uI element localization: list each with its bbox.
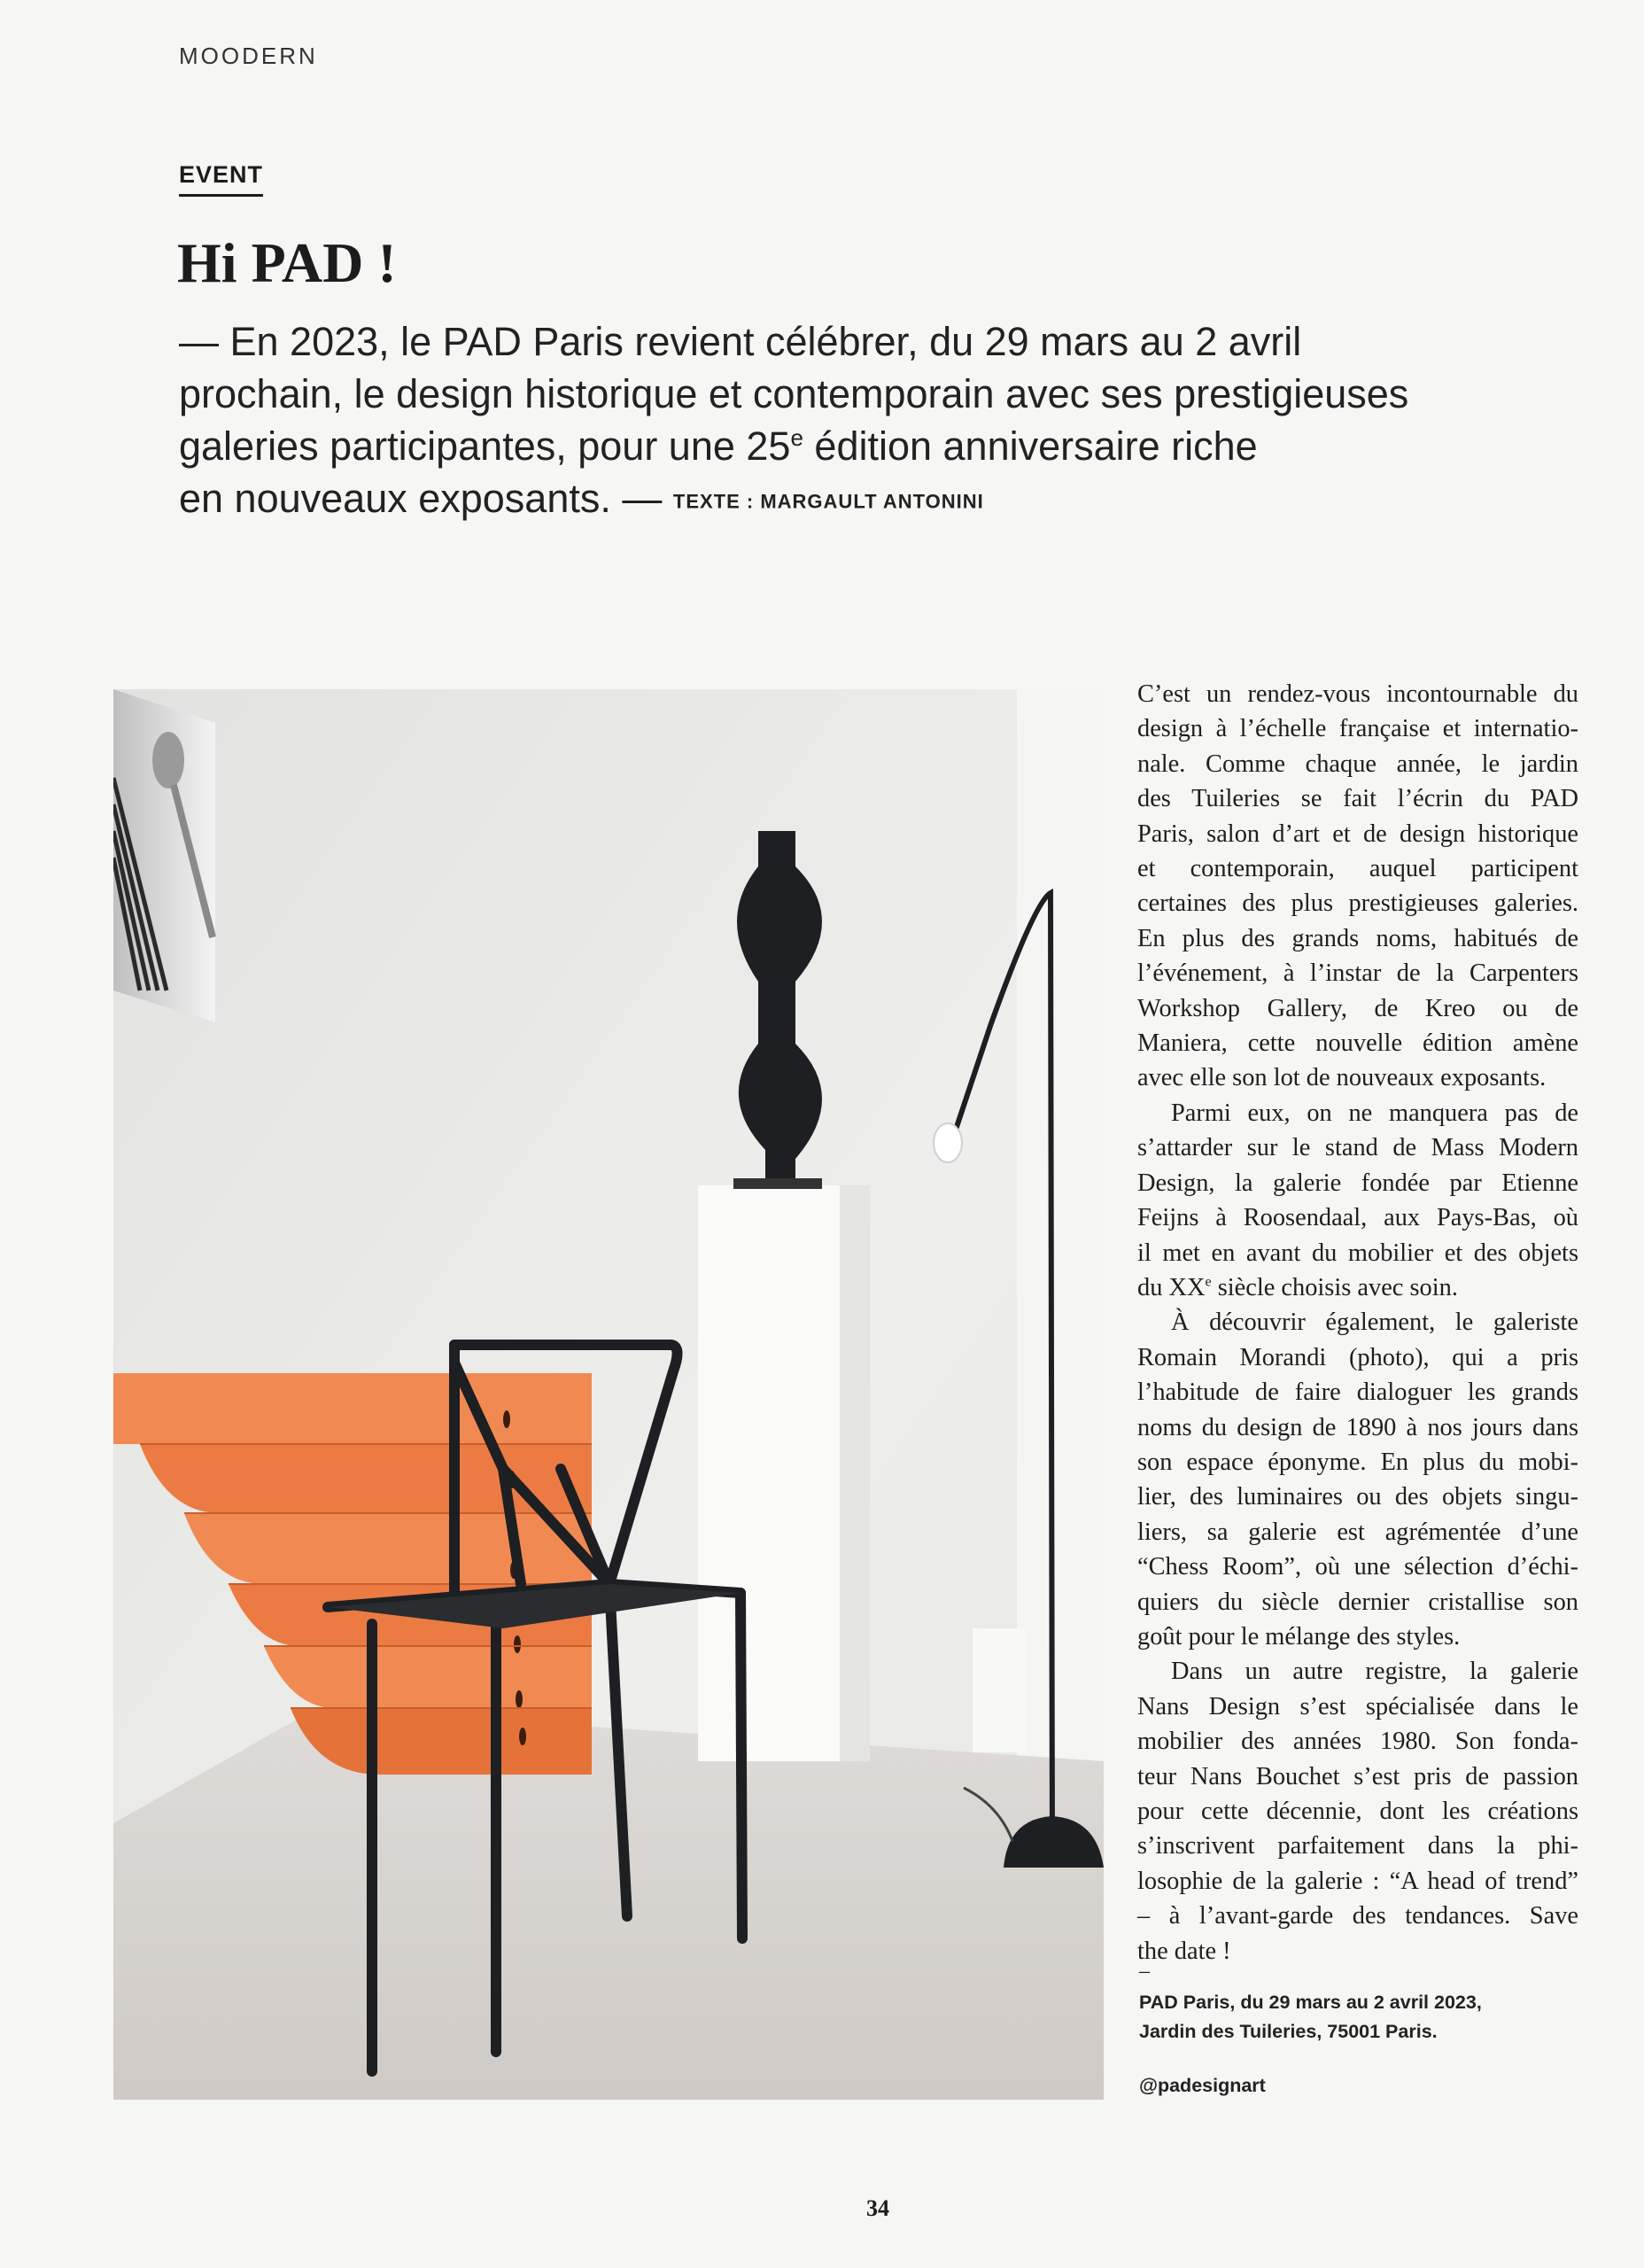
photo-pedestal-side (840, 1185, 870, 1761)
body-line: – à l’avant-garde des tendances. Save (1137, 1902, 1578, 1930)
body-line: Workshop Gallery, de Kreo ou de (1137, 994, 1578, 1022)
body-line: Parmi eux, on ne manquera pas de (1171, 1099, 1578, 1127)
event-info-line: PAD Paris, du 29 mars au 2 avril 2023, (1139, 1992, 1482, 2013)
body-line: Romain Morandi (photo), qui a pris (1137, 1343, 1578, 1371)
photo-frame-spoon (152, 732, 184, 788)
article-photo (113, 689, 1104, 2100)
article-intro (179, 315, 1490, 528)
body-text: siècle choisis avec soin. (1211, 1273, 1458, 1301)
article-title: Hi PAD ! (177, 231, 397, 294)
body-line: son espace éponyme. En plus du mobi- (1137, 1448, 1578, 1476)
body-line (1137, 1270, 1578, 1305)
article-body (1137, 677, 1578, 1969)
body-line: s’attarder sur le stand de Mass Modern (1137, 1134, 1578, 1162)
body-line: s’inscrivent parfaitement dans la phi- (1137, 1832, 1578, 1860)
body-line: “Chess Room”, où une sélection d’échi- (1137, 1553, 1578, 1581)
body-line: pour cette décennie, dont les créations (1137, 1798, 1578, 1825)
intro-line (179, 472, 1490, 528)
body-line: losophie de la galerie : “A head of trend” (1137, 1867, 1578, 1895)
photo-block (973, 1628, 1026, 1752)
body-line: nale. Comme chaque année, le jardin (1137, 750, 1578, 778)
body-line: lier, des luminaires ou des objets singu- (1137, 1483, 1578, 1511)
body-line: Paris, salon d’art et de design historique (1137, 819, 1578, 848)
social-handle: @padesignart (1139, 2075, 1266, 2096)
intro-line: — En 2023, le PAD Paris revient célébrer, du 29 mars au 2 avril (179, 319, 1302, 364)
magazine-name: MOODERN (179, 43, 318, 69)
photo-illustration (113, 689, 1104, 2100)
photo-floor-lamp-bulb (934, 1123, 962, 1162)
body-line: En plus des grands noms, habitués de (1137, 924, 1578, 952)
intro-line: prochain, le design historique et contemporain avec ses prestigieuses (179, 371, 1409, 416)
photo-floor (113, 1708, 1104, 2100)
photo-pedestal (698, 1185, 840, 1761)
body-line: Design, la galerie fondée par Etienne (1137, 1169, 1578, 1197)
body-line: the date ! (1137, 1937, 1231, 1965)
body-line: Nans Design s’est spécialisée dans le (1137, 1692, 1578, 1720)
body-line: liers, sa galerie est agrémentée d’une (1137, 1518, 1578, 1546)
event-info-line: Jardin des Tuileries, 75001 Paris. (1139, 2021, 1438, 2042)
info-dash: – (1139, 1960, 1150, 1983)
byline: TEXTE : MARGAULT ANTONINI (672, 490, 984, 513)
body-line: et contemporain, auquel participent (1137, 855, 1578, 883)
body-line: noms du design de 1890 à nos jours dans (1137, 1413, 1578, 1441)
section-tag: EVENT (179, 161, 263, 197)
body-line: l’événement, à l’instar de la Carpenters (1137, 959, 1578, 988)
superscript: e (790, 424, 803, 451)
body-line: des Tuileries se fait l’écrin du PAD (1137, 785, 1578, 813)
body-line: quiers du siècle dernier cristallise son (1137, 1588, 1578, 1616)
intro-text: édition anniversaire riche (803, 423, 1258, 469)
body-line: Feijns à Roosendaal, aux Pays-Bas, où (1137, 1204, 1578, 1232)
body-line: design à l’échelle française et internatio- (1137, 715, 1578, 743)
body-line: avec elle son lot de nouveaux exposants. (1137, 1064, 1547, 1092)
body-line: l’habitude de faire dialoguer les grands (1137, 1379, 1578, 1407)
intro-line (179, 420, 1490, 472)
body-line: Dans un autre registre, la galerie (1171, 1658, 1578, 1686)
body-line: goût pour le mélange des styles. (1137, 1622, 1461, 1651)
body-line: À découvrir également, le galeriste (1171, 1309, 1578, 1337)
superscript: e (1205, 1274, 1212, 1290)
body-line: teur Nans Bouchet s’est pris de passion (1137, 1762, 1578, 1790)
intro-text: galeries participantes, pour une 25 (179, 423, 791, 469)
intro-text: en nouveaux exposants. — (179, 476, 673, 521)
body-text: du XX (1137, 1273, 1206, 1301)
body-line: Maniera, cette nouvelle édition amène (1137, 1029, 1578, 1058)
photo-sculpture-base (733, 1178, 822, 1189)
body-line: mobilier des années 1980. Son fonda- (1137, 1728, 1578, 1756)
body-line: certaines des plus prestigieuses galeries. (1137, 889, 1578, 918)
body-line: C’est un rendez-vous incontournable du (1137, 680, 1578, 708)
body-line: il met en avant du mobilier et des objets (1137, 1239, 1578, 1267)
page-number: 34 (866, 2195, 889, 2221)
event-info (1139, 1988, 1482, 2047)
